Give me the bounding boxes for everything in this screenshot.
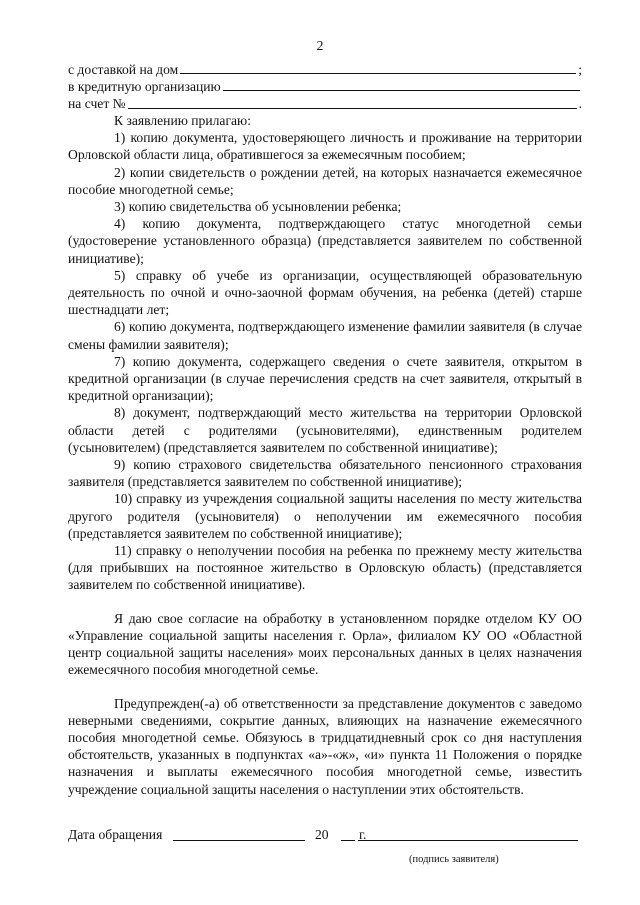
attachment-item-1: 1) копию документа, удостоверяющего личность и проживание на территории Орловской области лица, обратившегося за ежемесячным пособием; [68, 130, 582, 163]
signature-line [358, 840, 578, 841]
attachment-item-3: 3) копию свидетельства об усыновлении ребенка; [114, 199, 402, 215]
field-home-delivery [68, 61, 582, 78]
signature-caption: (подпись заявителя) [409, 854, 499, 865]
attachment-item-8: 8) документ, подтверждающий место жительства на территории Орловской области детей с родителями (усыновителями), единственным родителем (усыновителем) (представляется заявителем по собственной инициативе); [68, 405, 582, 455]
field-label: в кредитную организацию [68, 79, 221, 95]
warning-paragraph: Предупрежден(-а) об ответственности за представление документов с заведомо неверными сведениями, сокрытие данных, влияющих на назначение ежемесячного пособия многодетной семье. Обязуюсь в тридцатидневный срок со дня наступления обстоятельств, указанных в подпунктах «а»-«ж», «и» пункта 11 Положения о порядке назначения и выплаты ежемесячного пособия многодетной семье, известить учреждение социальной защиты населения о наступлении этих обстоятельств. [68, 695, 582, 797]
attachment-item-2: 2) копии свидетельств о рождении детей, на которых назначается ежемесячное пособие многодетной семье; [68, 164, 582, 197]
date-blank [173, 840, 305, 841]
field-label: на счет № [68, 96, 126, 112]
field-end: . [578, 96, 582, 112]
year-blank [341, 840, 355, 841]
page-number: 2 [316, 38, 324, 53]
field-end: ; [578, 61, 582, 77]
date-year-prefix: 20 [315, 827, 329, 842]
delivery-fields [68, 61, 582, 113]
fill-line [180, 73, 576, 74]
attachment-item-11: 11) справку о неполучении пособия на ребенка по прежнему месту жительства (для прибывших на постоянное жительство в Орловскую область) (представляется заявителем по собственной инициативе). [68, 543, 582, 593]
attachments-section [68, 112, 582, 798]
fill-line [223, 90, 580, 91]
attachments-intro: К заявлению прилагаю: [114, 113, 251, 128]
date-label: Дата обращения [68, 827, 163, 842]
field-account-number [68, 95, 582, 112]
date-signature-row [68, 826, 582, 844]
date-year-unit: г. [359, 827, 367, 842]
attachment-item-6: 6) копию документа, подтверждающего изменение фамилии заявителя (в случае смены фамилии заявителя); [68, 319, 582, 352]
field-label: с доставкой на дом [68, 61, 179, 77]
attachment-item-9: 9) копию страхового свидетельства обязательного пенсионного страхования заявителя (представляется заявителем по собственной инициативе); [68, 457, 582, 490]
field-credit-organization [68, 78, 582, 95]
attachment-item-5: 5) справку об учебе из организации, осуществляющей образовательную деятельность по очной и очно-заочной формам обучения, на ребенка (детей) старше шестнадцати лет; [68, 267, 582, 318]
attachment-item-4: 4) копию документа, подтверждающего статус многодетной семьи (удостоверение установленного образца) (представляется заявителем по собственной инициативе); [68, 216, 582, 266]
consent-paragraph: Я даю свое согласие на обработку в установленном порядке отделом КУ ОО «Управление социальной защиты населения г. Орла», филиалом КУ ОО «Областной центр социальной защиты населения» моих персональных данных в целях назначения ежемесячного пособия многодетной семье. [68, 610, 582, 678]
attachment-item-10: 10) справку из учреждения социальной защиты населения по месту жительства другого родителя (усыновителя) о неполучении им ежемесячного пособия (представляется заявителем по собственной инициативе); [68, 491, 582, 541]
fill-line [128, 108, 577, 109]
attachment-item-7: 7) копию документа, содержащего сведения о счете заявителя, открытом в кредитной организации (в случае перечисления средств на счет заявителя, открытый в кредитной организации); [68, 353, 582, 404]
